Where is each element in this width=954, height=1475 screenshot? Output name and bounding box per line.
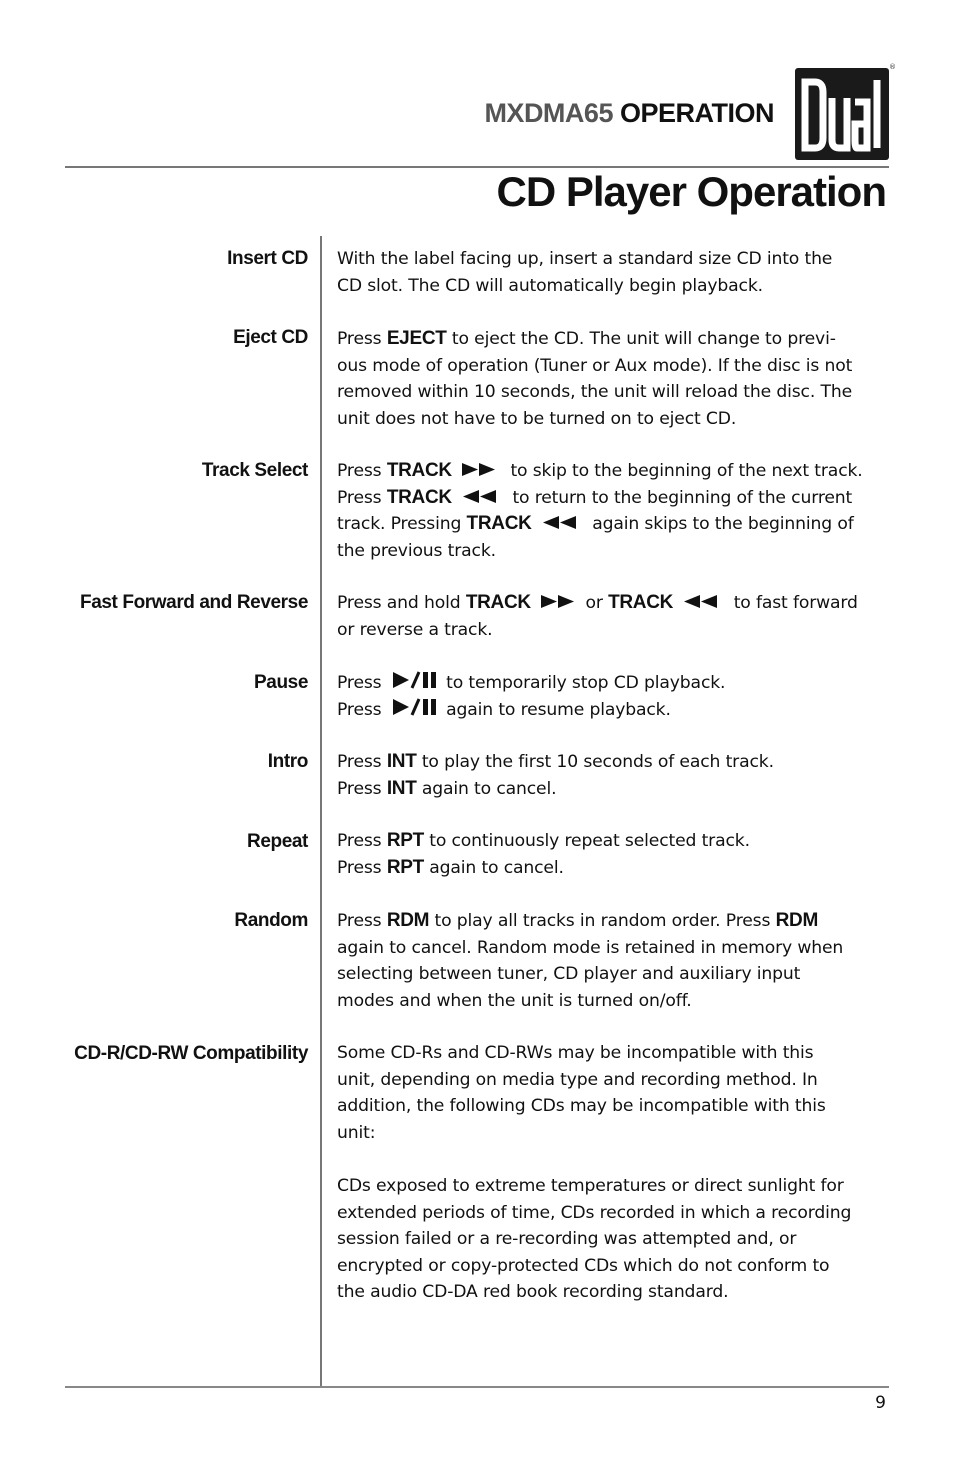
section-label-random: Random [234, 910, 308, 931]
section-label-intro: Intro [267, 751, 308, 772]
text-segment: to fast forward [728, 593, 858, 613]
section-label-fast-forward-reverse: Fast Forward and Reverse [80, 592, 308, 613]
section-label-pause: Pause [254, 672, 308, 693]
key-eject: EJECT [386, 328, 447, 349]
body-line [337, 828, 897, 855]
text-segment: again to resume playback. [440, 699, 671, 720]
body-line: unit does not have to be turned on to eject CD. [337, 408, 737, 429]
key-rpt: RPT [386, 830, 424, 851]
key-track: TRACK [608, 592, 674, 613]
key-int: INT [386, 777, 417, 799]
model-name: MXDMA65 [484, 98, 613, 128]
section-label-eject-cd: Eject CD [233, 327, 308, 348]
body-line [337, 776, 897, 803]
body-line: With the label facing up, insert a standard size CD into the [337, 249, 833, 269]
key-rpt: RPT [386, 856, 424, 878]
key-track: TRACK [466, 513, 532, 534]
section-label-track-select: Track Select [201, 460, 308, 481]
previous-track-icon [678, 594, 728, 609]
section-body-intro [337, 749, 897, 802]
play-pause-icon [387, 698, 441, 716]
text-segment: Press [337, 461, 387, 481]
key-rdm: RDM [775, 910, 818, 931]
body-line: ous mode of operation (Tuner or Aux mode). If the disc is not [337, 355, 853, 376]
registered-mark: ® [889, 63, 896, 71]
body-line: the audio CD-DA red book recording standard. [337, 1282, 729, 1302]
previous-track-icon [537, 515, 587, 530]
text-segment: again skips to the beginning of [586, 514, 854, 534]
body-line: CDs exposed to extreme temperatures or direct sunlight for [337, 1176, 844, 1196]
dual-logo [795, 68, 889, 160]
body-line [337, 590, 897, 617]
section-label-repeat: Repeat [247, 831, 308, 852]
key-track: TRACK [465, 592, 531, 613]
body-line [337, 458, 897, 485]
body-line [337, 749, 897, 776]
section-body-fast-forward-reverse [337, 590, 897, 643]
text-segment: to play the first 10 seconds of each track. [416, 752, 774, 772]
body-line: removed within 10 seconds, the unit will reload the disc. The [337, 382, 852, 402]
text-segment: to temporarily stop CD playback. [440, 673, 726, 693]
text-segment: Press [337, 778, 387, 799]
header-title [484, 98, 774, 129]
body-line: selecting between tuner, CD player and auxiliary input [337, 964, 801, 984]
body-line [337, 326, 897, 353]
text-segment: Press [337, 911, 387, 931]
text-segment: Press [337, 857, 387, 878]
text-segment: again to cancel. [423, 857, 564, 878]
text-segment: Press [337, 752, 387, 772]
section-body-eject-cd [337, 326, 897, 432]
section-body-repeat [337, 828, 897, 881]
body-line: CD slot. The CD will automatically begin playback. [337, 275, 763, 296]
section-label-insert-cd: Insert CD [227, 248, 308, 269]
text-segment: Press [337, 831, 387, 851]
body-line [337, 670, 897, 697]
body-line: session failed or a re-recording was attempted and, or [337, 1229, 797, 1249]
body-line [337, 511, 897, 538]
text-segment: Press [337, 673, 387, 693]
text-segment: or [580, 593, 609, 613]
text-segment: again to cancel. [416, 778, 557, 799]
text-segment: to play all tracks in random order. Press [429, 911, 776, 931]
body-line [337, 908, 897, 935]
body-line: unit: [337, 1122, 376, 1143]
text-segment: track. Pressing [337, 514, 467, 534]
body-line: addition, the following CDs may be incompatible with this [337, 1096, 826, 1116]
section-label-cdr-compatibility: CD-R/CD-RW Compatibility [74, 1043, 308, 1064]
body-line [337, 855, 897, 882]
body-line [337, 697, 897, 724]
key-track: TRACK [386, 460, 452, 481]
section-body-random [337, 908, 897, 1014]
section-name: OPERATION [619, 98, 774, 128]
text-segment: Press and hold [337, 593, 466, 613]
previous-track-icon [457, 489, 507, 504]
key-track: TRACK [386, 486, 452, 508]
text-segment: Press [337, 699, 387, 720]
next-track-icon [536, 594, 580, 609]
footer-rule [65, 1386, 889, 1388]
section-body-pause [337, 670, 897, 723]
play-pause-icon [387, 671, 441, 689]
body-line: modes and when the unit is turned on/off. [337, 990, 692, 1011]
section-body-track-select [337, 458, 897, 564]
text-segment: Press [337, 487, 387, 508]
key-rdm: RDM [386, 910, 430, 931]
text-segment: to return to the beginning of the current [507, 487, 853, 508]
body-line: or reverse a track. [337, 619, 493, 640]
body-line [337, 485, 897, 512]
page-title: CD Player Operation [496, 168, 886, 215]
page-number: 9 [875, 1393, 886, 1413]
body-line: encrypted or copy-protected CDs which do not conform to [337, 1255, 830, 1276]
body-line: unit, depending on media type and recording method. In [337, 1069, 818, 1090]
key-int: INT [386, 751, 417, 772]
body-line: Some CD-Rs and CD-RWs may be incompatible with this [337, 1043, 814, 1063]
section-body-cdr-compatibility [337, 1040, 897, 1146]
text-segment: to continuously repeat selected track. [423, 831, 750, 851]
body-line: again to cancel. Random mode is retained in memory when [337, 937, 844, 958]
column-divider [320, 236, 322, 1388]
section-body-insert-cd [337, 246, 897, 299]
section-body-cdr-incompatible-list [337, 1173, 897, 1306]
text-segment: to eject the CD. The unit will change to previ- [446, 329, 836, 349]
dual-logo-mark [795, 68, 889, 160]
next-track-icon [457, 462, 505, 477]
body-line: the previous track. [337, 540, 496, 561]
body-line: extended periods of time, CDs recorded in which a recording [337, 1202, 852, 1223]
text-segment: Press [337, 329, 387, 349]
text-segment: to skip to the beginning of the next track. [505, 461, 863, 481]
